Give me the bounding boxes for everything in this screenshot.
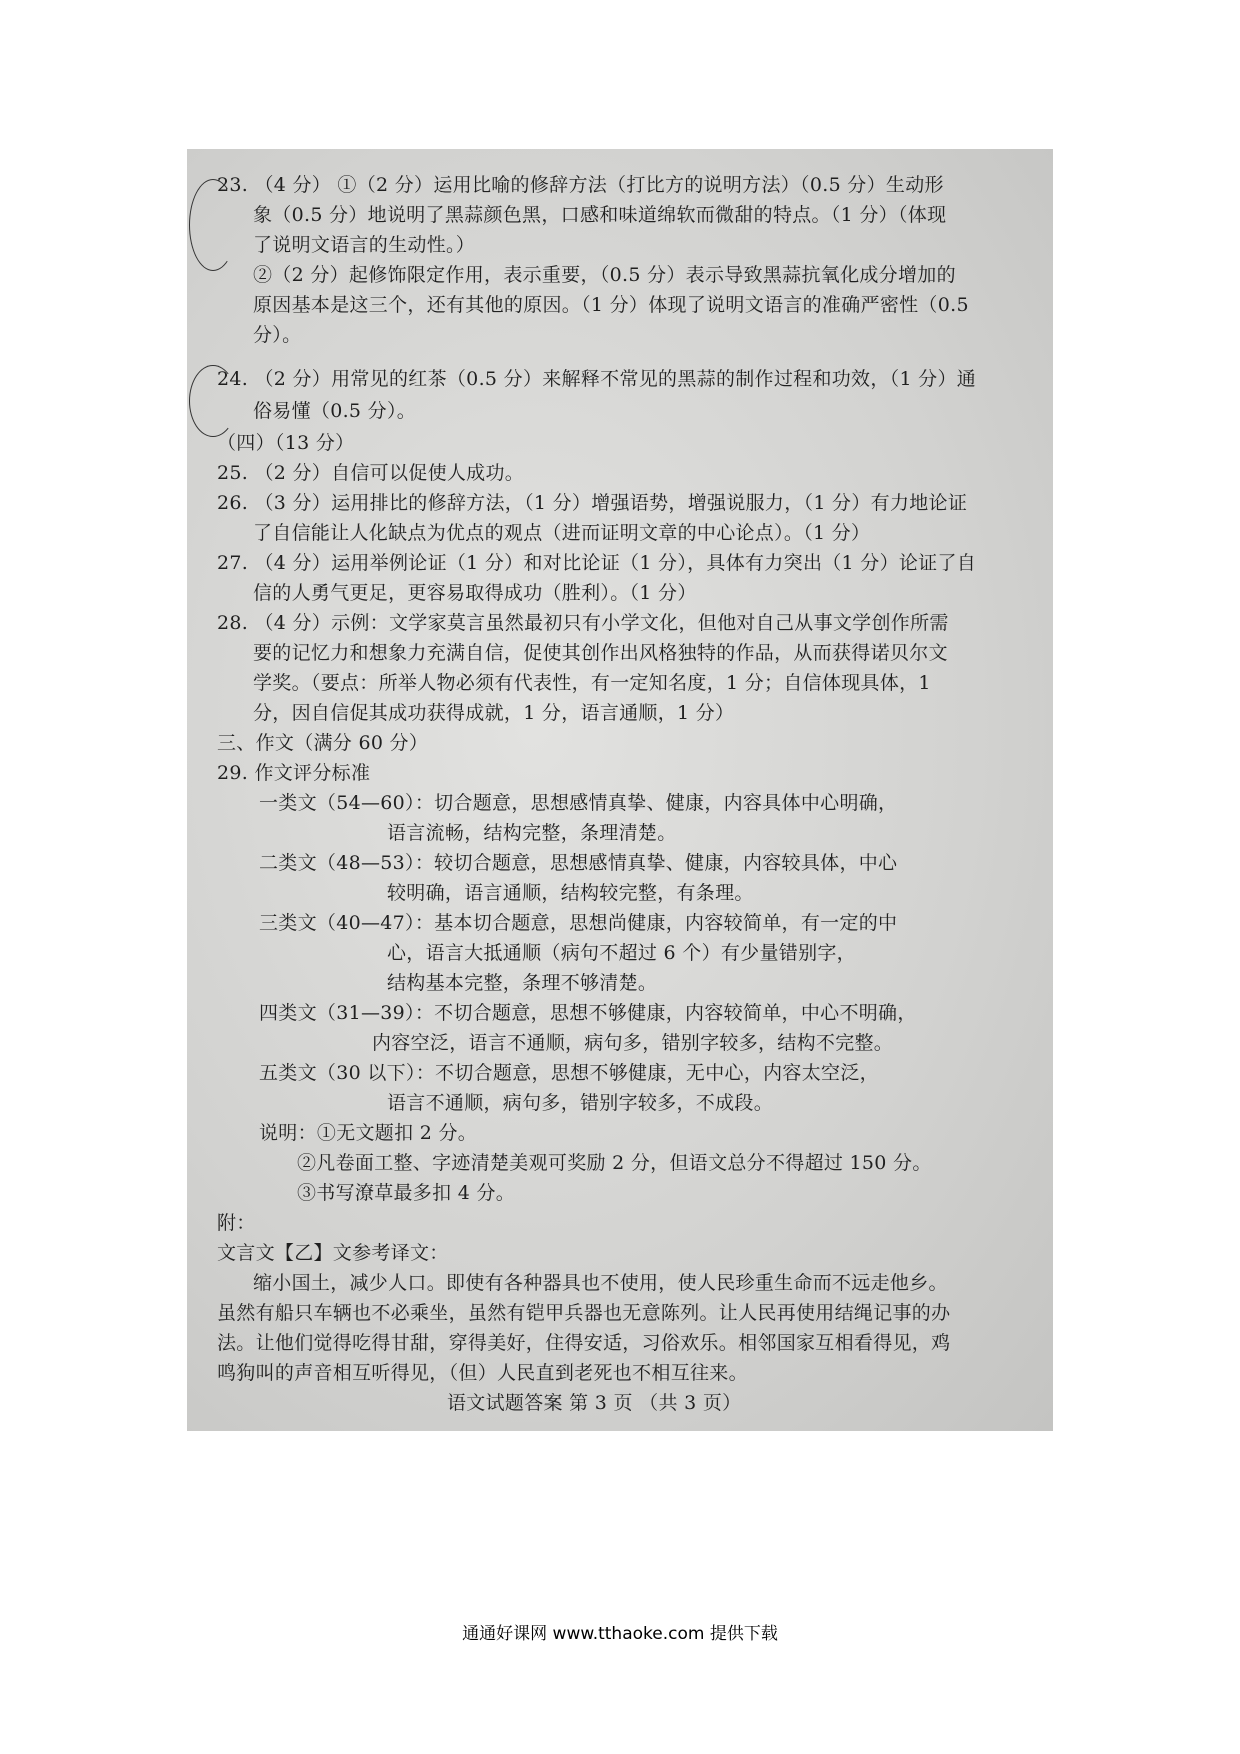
- grade-5-line-1: 五类文（30 以下）：不切合题意，思想不够健康，无中心，内容太空泛，: [259, 1062, 879, 1084]
- grade-2-line-2: 较明确，语言通顺，结构较完整，有条理。: [387, 882, 754, 904]
- grade-3-line-2: 心，语言大抵通顺（病句不超过 6 个）有少量错别字，: [387, 942, 856, 964]
- answer-23-line-4: ②（2 分）起修饰限定作用，表示重要，（0.5 分）表示导致黑蒜抗氧化成分增加的: [253, 264, 956, 286]
- translation-line-4: 鸣狗叫的声音相互听得见，（但）人民直到老死也不相互往来。: [217, 1362, 748, 1384]
- grade-4-line-1: 四类文（31—39）：不切合题意，思想不够健康，内容较简单，中心不明确，: [259, 1002, 917, 1024]
- section-four-heading: （四）（13 分）: [217, 432, 355, 454]
- answer-23-line-6: 分）。: [253, 324, 302, 346]
- answer-24-line-2: 俗易懂（0.5 分）。: [253, 400, 417, 422]
- answer-23-line-3: 了说明文语言的生动性。）: [253, 234, 476, 256]
- answer-25: 25. （2 分）自信可以促使人成功。: [217, 462, 525, 484]
- answer-23-line-2: 象（0.5 分）地说明了黑蒜颜色黑，口感和味道绵软而微甜的特点。（1 分）（体现: [253, 204, 947, 226]
- grade-3-line-3: 结构基本完整，条理不够清楚。: [387, 972, 658, 994]
- note-1: 说明：①无文题扣 2 分。: [259, 1122, 478, 1144]
- answer-24-line-1: 24. （2 分）用常见的红茶（0.5 分）来解释不常见的黑蒜的制作过程和功效，（1 分）通: [217, 368, 977, 390]
- note-2: ②凡卷面工整、字迹清楚美观可奖励 2 分，但语文总分不得超过 150 分。: [297, 1152, 932, 1174]
- answer-28-line-2: 要的记忆力和想象力充满自信，促使其创作出风格独特的作品，从而获得诺贝尔文: [253, 642, 948, 664]
- answer-23-line-5: 原因基本是这三个，还有其他的原因。（1 分）体现了说明文语言的准确严密性（0.5: [253, 294, 969, 316]
- page-number: 语文试题答案 第 3 页 （共 3 页）: [447, 1392, 742, 1414]
- answer-29-heading: 29. 作文评分标准: [217, 762, 371, 784]
- answer-28-line-3: 学奖。（要点：所举人物必须有代表性，有一定知名度，1 分；自信体现具体，1: [253, 672, 931, 694]
- answer-28-line-1: 28. （4 分）示例：文学家莫言虽然最初只有小学文化，但他对自己从事文学创作所需: [217, 612, 949, 634]
- grade-4-line-2: 内容空泛，语言不通顺，病句多，错别字较多，结构不完整。: [372, 1032, 894, 1054]
- appendix-label: 附：: [217, 1212, 256, 1234]
- note-3: ③书写潦草最多扣 4 分。: [297, 1182, 516, 1204]
- grade-3-line-1: 三类文（40—47）：基本切合题意，思想尚健康，内容较简单，有一定的中: [259, 912, 898, 934]
- translation-heading: 文言文【乙】文参考译文：: [217, 1242, 449, 1264]
- answer-28-line-4: 分，因自信促其成功获得成就，1 分，语言通顺，1 分）: [253, 702, 735, 724]
- answer-26-line-1: 26. （3 分）运用排比的修辞方法，（1 分）增强语势，增强说服力，（1 分）有力地论证: [217, 492, 968, 514]
- grade-1-line-2: 语言流畅，结构完整，条理清楚。: [387, 822, 677, 844]
- answer-27-line-1: 27. （4 分）运用举例论证（1 分）和对比论证（1 分），具体有力突出（1 分）论证了自: [217, 552, 977, 574]
- scanned-answer-page: [187, 149, 1053, 1431]
- grade-1-line-1: 一类文（54—60）：切合题意，思想感情真挚、健康，内容具体中心明确，: [259, 792, 898, 814]
- translation-line-2: 虽然有船只车辆也不必乘坐，虽然有铠甲兵器也无意陈列。让人民再使用结绳记事的办: [217, 1302, 951, 1324]
- download-footer: 通通好课网 www.tthaoke.com 提供下载: [462, 1624, 778, 1644]
- answer-27-line-2: 信的人勇气更足，更容易取得成功（胜利）。（1 分）: [253, 582, 697, 604]
- answer-26-line-2: 了自信能让人化缺点为优点的观点（进而证明文章的中心论点）。（1 分）: [253, 522, 871, 544]
- grade-5-line-2: 语言不通顺，病句多，错别字较多，不成段。: [387, 1092, 774, 1114]
- section-three-heading: 三、作文（满分 60 分）: [217, 732, 429, 754]
- translation-line-1: 缩小国土，减少人口。即使有各种器具也不使用，使人民珍重生命而不远走他乡。: [253, 1272, 948, 1294]
- answer-23-line-1: 23. （4 分） ①（2 分）运用比喻的修辞方法（打比方的说明方法）（0.5 分）生动形: [217, 174, 944, 196]
- translation-line-3: 法。让他们觉得吃得甘甜，穿得美好，住得安适，习俗欢乐。相邻国家互相看得见，鸡: [217, 1332, 951, 1354]
- grade-2-line-1: 二类文（48—53）：较切合题意，思想感情真挚、健康，内容较具体，中心: [259, 852, 898, 874]
